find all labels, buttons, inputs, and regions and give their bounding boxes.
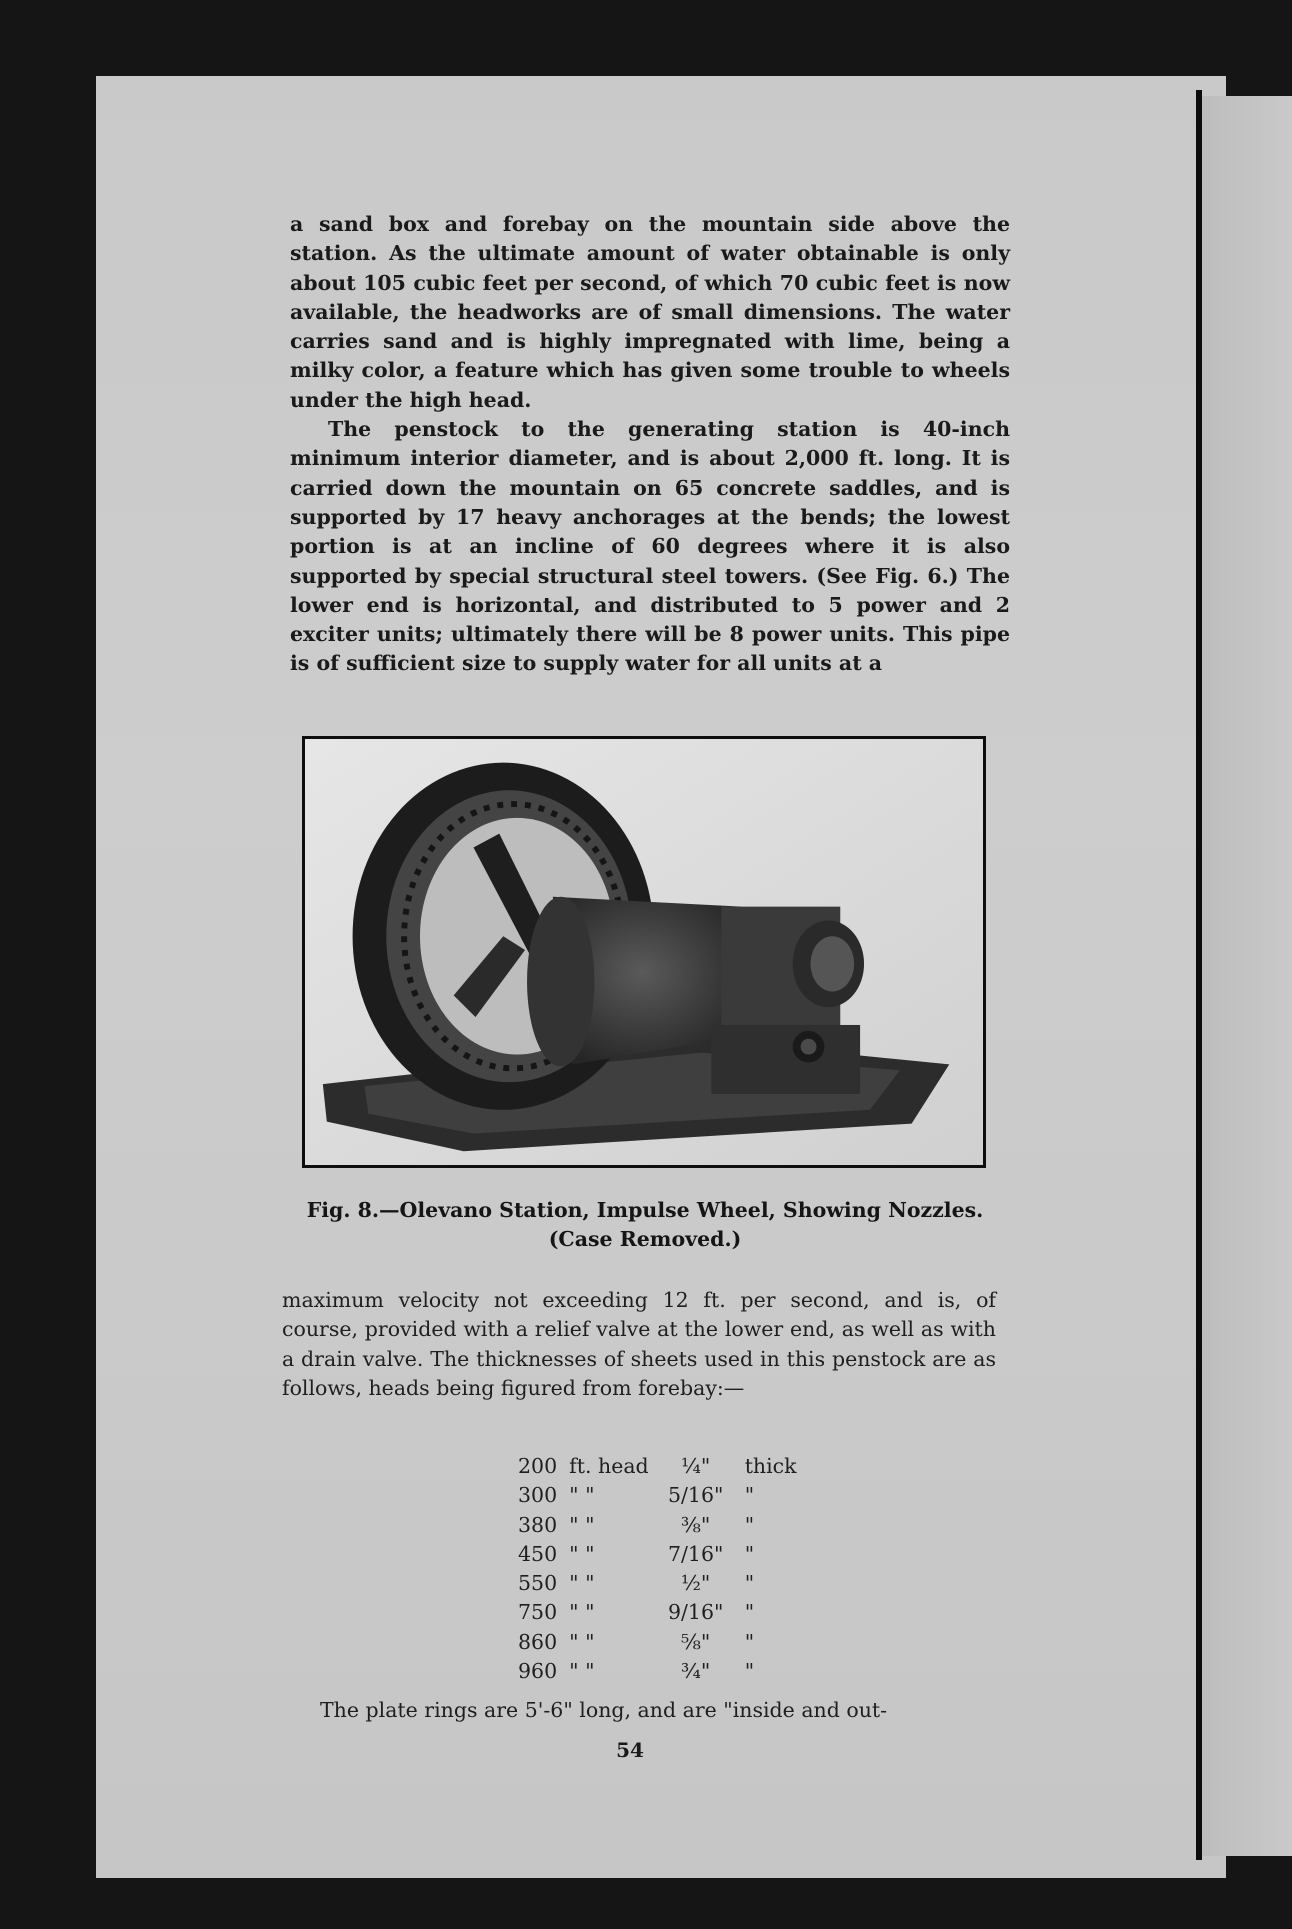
thickness-value: ¼" bbox=[681, 1454, 711, 1478]
head-value: 960 bbox=[518, 1659, 558, 1684]
thick-label: " bbox=[744, 1600, 755, 1625]
thickness-value: ½" bbox=[681, 1571, 711, 1596]
thick-label: " bbox=[744, 1512, 755, 1537]
thick-label: " bbox=[744, 1571, 755, 1596]
caption-line-1: Fig. 8.—Olevano Station, Impulse Wheel, Showing Nozzles. bbox=[306, 1198, 984, 1222]
head-value: 380 bbox=[518, 1512, 558, 1537]
thickness-value: ⅝" bbox=[681, 1629, 711, 1654]
head-value: 300 bbox=[518, 1483, 558, 1508]
head-value: 750 bbox=[518, 1600, 558, 1625]
figure-impulse-wheel-photo bbox=[302, 736, 986, 1168]
paragraph-3: maximum velocity not exceeding 12 ft. per second, and is, of course, provided with a relief valve at the lower end, as well as with a drain valve. The thicknesses of sheets used in this penstock are as follows, heads being figured from forebay:— bbox=[282, 1288, 996, 1400]
thickness-value: 5/16" bbox=[667, 1483, 724, 1508]
thick-label: " bbox=[744, 1541, 755, 1566]
caption-line-2: (Case Removed.) bbox=[548, 1227, 742, 1251]
thickness-value: 7/16" bbox=[667, 1541, 724, 1566]
head-unit: ft. head bbox=[569, 1454, 649, 1478]
head-value: 200 bbox=[518, 1454, 558, 1478]
table-row bbox=[512, 1452, 803, 1481]
paragraph-4: The plate rings are 5'-6" long, and are "inside and out- bbox=[320, 1698, 888, 1722]
thickness-value: 9/16" bbox=[667, 1600, 724, 1625]
page-number: 54 bbox=[616, 1738, 644, 1762]
table-row bbox=[512, 1657, 803, 1686]
table-row bbox=[512, 1481, 803, 1510]
table-row bbox=[512, 1511, 803, 1540]
thick-label: thick bbox=[744, 1454, 797, 1478]
facing-page-edge bbox=[1202, 96, 1292, 1856]
table-row bbox=[512, 1540, 803, 1569]
thickness-value: ¾" bbox=[681, 1659, 711, 1684]
head-unit: " " bbox=[569, 1512, 595, 1537]
table-row bbox=[512, 1628, 803, 1657]
impulse-wheel-illustration bbox=[305, 739, 983, 1165]
head-unit: " " bbox=[569, 1541, 595, 1566]
head-unit: " " bbox=[569, 1600, 595, 1625]
plate-thickness-table bbox=[512, 1452, 803, 1686]
thick-label: " bbox=[744, 1629, 755, 1654]
thickness-value: ⅜" bbox=[681, 1512, 711, 1537]
head-unit: " " bbox=[569, 1659, 595, 1684]
text-block-bottom bbox=[282, 1286, 996, 1403]
paragraph-1: a sand box and forebay on the mountain side above the station. As the ultimate amount of water obtainable is only about 105 cubic feet per second, of which 70 cubic feet is now available, the headworks are of small dimensions. The water carries sand and is highly impregnated with lime, being a milky color, a feature which has given some trouble to wheels under the high head. bbox=[290, 212, 1010, 412]
head-unit: " " bbox=[569, 1571, 595, 1596]
head-unit: " " bbox=[569, 1629, 595, 1654]
figure-caption bbox=[270, 1196, 1020, 1254]
thick-label: " bbox=[744, 1483, 755, 1508]
text-block-top bbox=[290, 210, 1010, 679]
head-unit: " " bbox=[569, 1483, 595, 1508]
head-value: 860 bbox=[518, 1629, 558, 1654]
paragraph-2: The penstock to the generating station is 40-inch minimum interior diameter, and is about 2,000 ft. long. It is carried down the mountain on 65 concrete saddles, and is supported by 17 heavy anchorages at the bends; the lowest portion is at an incline of 60 degrees where it is also supported by special structural steel towers. (See Fig. 6.) The lower end is horizontal, and distributed to 5 power and 2 exciter units; ultimately there will be 8 power units. This pipe is of sufficient size to supply water for all units at a bbox=[290, 417, 1010, 676]
head-value: 450 bbox=[518, 1541, 558, 1566]
head-value: 550 bbox=[518, 1571, 558, 1596]
table-row bbox=[512, 1598, 803, 1627]
thick-label: " bbox=[744, 1659, 755, 1684]
table-row bbox=[512, 1569, 803, 1598]
